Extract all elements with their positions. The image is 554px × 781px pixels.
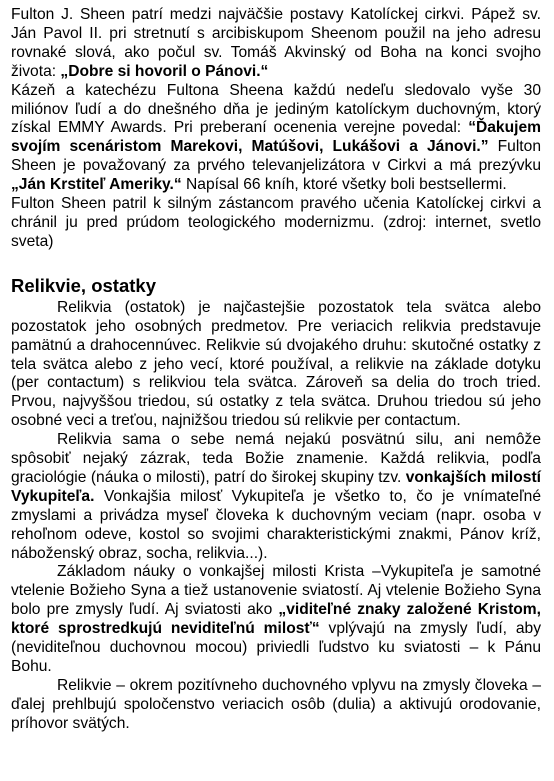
intro-paragraph-2	[11, 82, 541, 195]
bold-quote: “Ďakujem svojím scenáristom Marekovi, Matúšovi, Lukášovi a Jánovi.”	[11, 119, 541, 156]
section-heading: Relikvie, ostatky	[11, 274, 156, 296]
section-paragraph-4: Relikvie – okrem pozitívneho duchovného vplyvu na zmysly človeka – ďalej prehlbujú spoločenstvo veriacich osôb (dulia) a aktivujú orodovanie, príhovor svätých.	[11, 676, 541, 732]
text-span: Základom náuky o vonkajšej milosti Krista –Vykupiteľa je samotné vtelenie Božieho Syna a tiež ustanovenie sviatostí. Aj vtelenie Božieho Syna bolo pre zmysly ľudí. Aj sviatosti ako	[11, 563, 541, 619]
text-span: Vonkajšia milosť Vykupiteľa je všetko to, čo je vnímateľné zmyslami a privádza myseľ človeka k duchovným veciam (napr. osoba v rehoľnom odeve, kostol so svojimi charakteristickými znakmi, Pánov kríž, náboženský obraz, socha, relikvia...).	[11, 487, 541, 562]
intro-paragraph-1	[11, 6, 541, 82]
text-span: vplývajú na zmysly ľudí, aby (neviditeľnou duchovnou mocou) priviedli ľudstvo ku sviatosti – k Pánu Bohu.	[11, 620, 541, 675]
text-span: Fulton J. Sheen patrí medzi najväčšie postavy Katolíckej cirkvi. Pápež sv. Ján Pavol II. pri stretnutí s arcibiskupom Sheenom použil na jeho adresu rovnaké slová, ako počul sv. Tomáš Akvinský od Boha na konci svojho života:	[11, 6, 541, 80]
text-span: Kázeň a katechézu Fultona Sheena každú nedeľu sledovalo vyše 30 miliónov ľudí a do dnešného dňa je jediným katolíckym duchovným, ktorý získal EMMY Awards. Pri preberaní ocenenia verejne povedal:	[11, 81, 541, 137]
bold-nickname: „Ján Krstiteľ Ameriky.“	[11, 176, 182, 194]
bold-quote: „Dobre si hovoril o Pánovi.“	[60, 62, 269, 80]
section-paragraph-2	[11, 431, 541, 563]
text-span: Napísal 66 kníh, ktoré všetky boli bestsellermi.	[181, 176, 507, 194]
section-paragraph-1: Relikvia (ostatok) je najčastejšie pozostatok tela svätca alebo pozostatok jeho osobných predmetov. Pre veriacich relikvia predstavuje pamätnú a drahocennúvec. Relikvie sú dvojakého druhu: skutočné ostatky z tela svätca alebo z jeho vecí, ktoré používal, a relikvie na základe dotyku (per contactum) s relikviou tela svätca. Zároveň sa delia do troch tried. Prvou, najvyššou triedou, sú ostatky z tela svätca. Druhou triedou sú jeho osobné veci a treťou, najnižšou triedou sú relikvie per contactum.	[11, 298, 541, 430]
section-paragraph-3	[11, 563, 541, 676]
bold-term: vonkajších milostí Vykupiteľa.	[11, 468, 541, 505]
bold-quote: „viditeľné znaky založené Kristom, ktoré sprostredkujú neviditeľnú milosť“	[11, 601, 541, 638]
text-span: Relikvia sama o sebe nemá nejakú posvätnú silu, ani nemôže spôsobiť nejaký zázrak, teda Božie znamenie. Každá relikvia, podľa graciológie (náuka o milosti), patrí do širokej skupiny tzv.	[11, 431, 541, 486]
intro-paragraph-3: Fulton Sheen patril k silným zástancom pravého učenia Katolíckej cirkvi a chránil ju pred prúdom teologického modernizmu. (zdroj: internet, svetlo sveta)	[11, 195, 541, 250]
text-span: Fulton Sheen je považovaný za prvého televanjelizátora v Cirkvi a má prezývku	[11, 138, 541, 175]
